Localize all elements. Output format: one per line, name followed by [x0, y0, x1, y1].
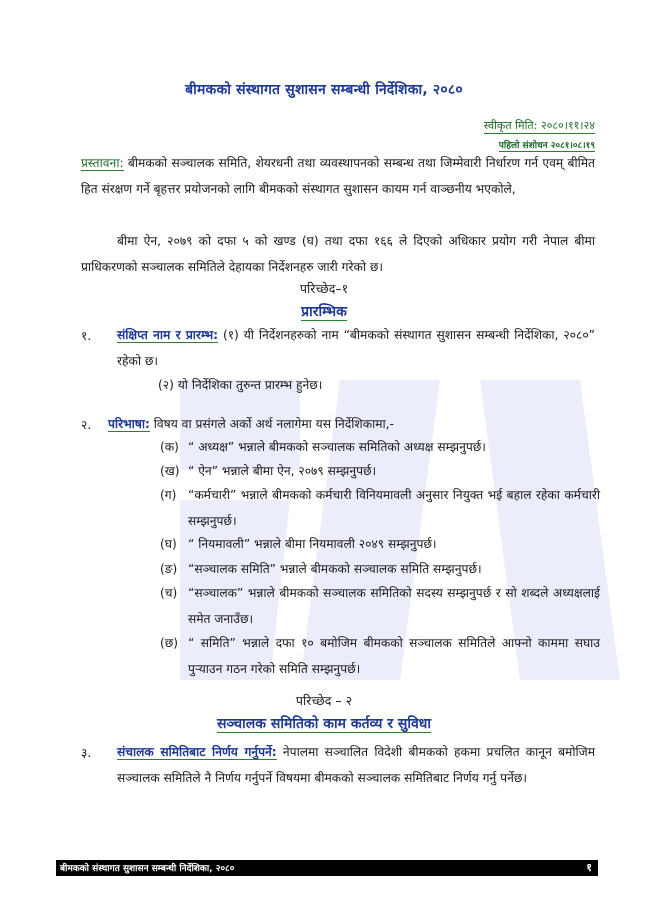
definition-key: (छ): [160, 636, 179, 650]
section-1-label: संक्षिप्त नाम र प्रारम्भ:: [117, 328, 219, 342]
chapter-2-heading: सञ्चालक समितिको काम कर्तव्य र सुविधा: [216, 716, 432, 732]
chapter-1-heading: प्रारम्भिक: [301, 304, 347, 320]
chapter-2-label: परिच्छेद – २: [295, 693, 353, 708]
definition-key: (ख): [160, 464, 180, 478]
chapter-1-heading-wrap: [0, 302, 648, 321]
page-footer: [56, 860, 598, 876]
definition-item: [160, 458, 600, 484]
definition-item: [160, 580, 600, 632]
definition-key: (ग): [160, 488, 177, 502]
definition-text: “ नियमावली” भन्नाले बीमा नियमावली २०४९ सम्झनुपर्छ।: [188, 537, 437, 551]
section-1: [117, 322, 595, 374]
definition-item: [160, 556, 600, 582]
section-2-number: २.: [81, 418, 92, 432]
definition-text: “ समिति” भन्नाले दफा १० बमोजिम बीमकको सञ्चालक समितिले आफ्नो काममा सघाउ पुर्‍याउन गठन गरेको समिति सम्झनुपर्छ।: [188, 636, 600, 676]
definition-text: “सञ्चालक” भन्नाले बीमकको सञ्चालक समितिको सदस्य सम्झनुपर्छ र सो शब्दले अध्यक्षलाई समेत जनाउँछ।: [188, 586, 600, 626]
definition-key: (क): [160, 440, 179, 454]
section-1-sub-2: (२) यो निर्देशिका तुरुन्त प्रारम्भ हुनेछ।: [158, 378, 323, 392]
preamble: [81, 150, 595, 202]
definition-item: [160, 630, 600, 682]
section-2-text: विषय वा प्रसंगले अर्को अर्थ नलागेमा यस निर्देशिकामा,-: [149, 417, 394, 431]
definition-key: (ङ): [160, 562, 178, 576]
chapter-1-label: परिच्छेद–१: [299, 281, 349, 296]
chapter-2-heading-wrap: [0, 714, 648, 733]
definition-text: “ ऐन” भन्नाले बीमा ऐन, २०७९ सम्झनुपर्छ।: [188, 464, 377, 478]
preamble-text: बीमकको सञ्चालक समिति, शेयरधनी तथा व्यवस्थापनको सम्बन्ध तथा जिम्मेवारी निर्धारण गर्न एवम् बीमित हित संरक्षण गर्ने बृहत्तर प्रयोजनको लागि बीमकको संस्थागत सुशासन कायम गर्न वाञ्छनीय भएकोले,: [81, 156, 595, 196]
page-number: १: [586, 861, 592, 874]
preamble-label: प्रस्तावना:: [81, 156, 124, 170]
document-title: बीमकको संस्थागत सुशासन सम्बन्धी निर्देशिका, २०८०: [185, 82, 463, 98]
section-3: [117, 739, 595, 791]
section-3-label: संचालक समितिबाट निर्णय गर्नुपर्ने:: [117, 745, 277, 759]
definition-text: “ अध्यक्ष” भन्नाले बीमकको सञ्चालक समितिको अध्यक्ष सम्झनुपर्छ।: [188, 440, 486, 454]
section-1-text: (१) यी निर्देशनहरुको नाम “बीमकको संस्थागत सुशासन सम्बन्धी निर्देशिका, २०८०” रहेको छ।: [117, 328, 595, 368]
approved-date: स्वीकृत मिति: २०८०।११।२४: [483, 119, 595, 132]
definition-text: “कर्मचारी” भन्नाले बीमकको कर्मचारी विनियमावली अनुसार नियुक्त भई बहाल रहेका कर्मचारी सम्झनुपर्छ।: [188, 488, 600, 528]
footer-title: बीमकको संस्थागत सुशासन सम्बन्धी निर्देशिका, २०८०: [60, 864, 235, 874]
enactment-paragraph: बीमा ऐन, २०७९ को दफा ५ को खण्ड (घ) तथा दफा १६६ ले दिएको अधिकार प्रयोग गरी नेपाल बीमा प्राधिकरणको सञ्चालक समितिले देहायका निर्देशनहरु जारी गरेको छ।: [81, 234, 595, 274]
definition-text: “सञ्चालक समिति” भन्नाले बीमकको सञ्चालक समिति सम्झनुपर्छ।: [188, 562, 482, 576]
definition-key: (च): [160, 586, 178, 600]
section-3-number: ३.: [81, 746, 92, 760]
definition-item: [160, 482, 600, 534]
definition-key: (घ): [160, 537, 177, 551]
section-1-number: १.: [81, 329, 92, 343]
section-3-text: नेपालमा सञ्चालित विदेशी बीमकको हकमा प्रचलित कानून बमोजिम सञ्चालक समितिले नै निर्णय गर्नुपर्ने विषयमा बीमकको सञ्चालक समितिबाट निर्णय गर्नु पर्नेछ।: [117, 745, 595, 785]
definition-item: [160, 434, 600, 460]
section-2-label: परिभाषा:: [108, 417, 150, 431]
definition-item: [160, 531, 600, 557]
first-amendment-note: पहिलो संशोधन २०८१।०८।१९: [499, 138, 595, 152]
